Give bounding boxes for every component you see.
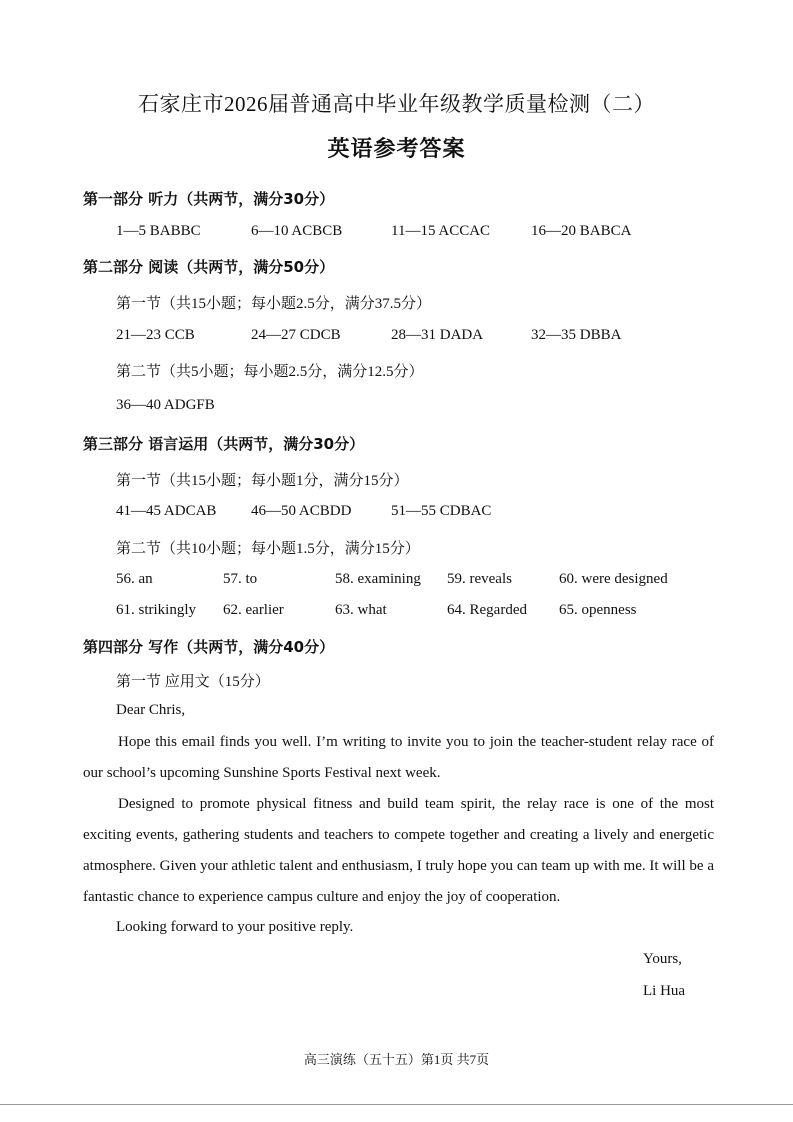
answer-group: 6—10 ACBCB (251, 223, 343, 239)
letter-closing-line: Looking forward to your positive reply. (116, 919, 354, 935)
answer-group: 41—45 ADCAB (116, 503, 217, 519)
answer-item: 65. openness (559, 602, 637, 618)
letter-paragraph-1-text: Hope this email finds you well. I’m writing to invite you to join the teacher-student relay race of our school’s upcoming Sunshine Sports Festival next week. (83, 734, 714, 781)
part3-section2-label: 第二节（共10小题；每小题1.5分，满分15分） (116, 541, 420, 557)
letter-paragraph-1 (83, 727, 714, 789)
answer-group: 32—35 DBBA (531, 327, 622, 343)
page-subtitle: 英语参考答案 (327, 137, 466, 162)
answer-item: 62. earlier (223, 602, 284, 618)
part2-section2-label: 第二节（共5小题；每小题2.5分，满分12.5分） (116, 364, 424, 380)
answer-item: 58. examining (335, 571, 421, 587)
letter-paragraph-2-text: Designed to promote physical fitness and build team spirit, the relay race is one of the most exciting events, gathering students and teachers to compete together and creating a lively and energetic atmosphere. Given your athletic talent and enthusiasm, I truly hope you can team up with me. It will be a fantastic chance to experience campus culture and enjoy the joy of cooperation. (83, 796, 714, 905)
answer-group: 51—55 CDBAC (391, 503, 492, 519)
answer-group: 16—20 BABCA (531, 223, 632, 239)
page-footer: 高三演练（五十五）第1页 共7页 (303, 1052, 490, 1067)
answer-group: 24—27 CDCB (251, 327, 341, 343)
letter-greeting: Dear Chris, (116, 702, 186, 718)
letter-paragraph-2 (83, 789, 714, 913)
answer-item: 64. Regarded (447, 602, 527, 618)
part4-section1-label: 第一节 应用文（15分） (116, 674, 270, 690)
answer-item: 56. an (116, 571, 153, 587)
answer-group: 1—5 BABBC (116, 223, 201, 239)
letter-signature: Li Hua (643, 983, 686, 999)
answer-item: 63. what (335, 602, 387, 618)
answer-item: 59. reveals (447, 571, 512, 587)
answer-group: 46—50 ACBDD (251, 503, 352, 519)
part4-heading: 第四部分 写作（共两节，满分40分） (83, 638, 335, 656)
part3-heading: 第三部分 语言运用（共两节，满分30分） (83, 435, 365, 453)
answer-group: 28—31 DADA (391, 327, 484, 343)
bottom-divider (0, 1104, 793, 1105)
part2-heading: 第二部分 阅读（共两节，满分50分） (83, 258, 335, 276)
answer-group: 36—40 ADGFB (116, 397, 215, 413)
letter-signoff: Yours, (643, 951, 682, 967)
page-title: 石家庄市2026届普通高中毕业年级教学质量检测（二） (138, 92, 655, 116)
part2-section1-label: 第一节（共15小题；每小题2.5分，满分37.5分） (116, 296, 432, 312)
answer-item: 61. strikingly (116, 602, 197, 618)
answer-item: 60. were designed (559, 571, 668, 587)
answer-group: 11—15 ACCAC (391, 223, 491, 239)
answer-item: 57. to (223, 571, 258, 587)
part1-heading: 第一部分 听力（共两节，满分30分） (83, 190, 335, 208)
part3-section1-label: 第一节（共15小题；每小题1分，满分15分） (116, 473, 409, 489)
answer-group: 21—23 CCB (116, 327, 195, 343)
